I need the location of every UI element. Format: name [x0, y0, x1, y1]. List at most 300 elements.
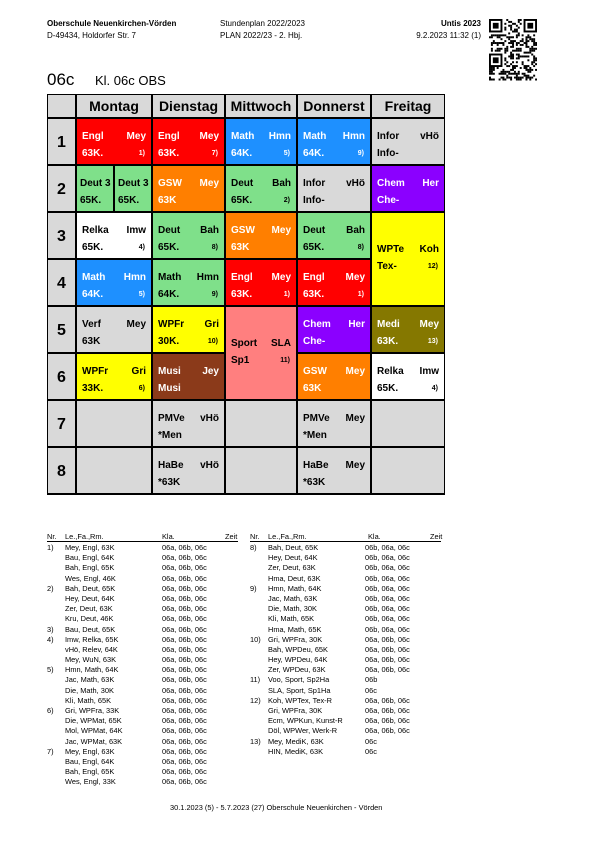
note-row — [47, 655, 242, 665]
lesson-note: 1) — [138, 150, 145, 157]
note-row — [250, 675, 445, 685]
note-classes: 06c — [365, 736, 377, 746]
lesson-teacher: Hmn — [123, 272, 146, 283]
day-header: Freitag — [371, 94, 445, 118]
lesson-room: *63K — [303, 477, 326, 488]
lesson-room: 63K. — [303, 289, 325, 300]
note-classes: 06a, 06b, 06c — [162, 634, 207, 644]
note-teacher: Die, WPMat, 65K — [65, 716, 122, 726]
lesson-room: 63K. — [158, 148, 180, 159]
lesson-cell[interactable] — [152, 400, 225, 447]
lesson-teacher: Mey — [345, 272, 365, 283]
lesson-teacher: vHö — [200, 413, 219, 424]
lesson-subject: Engl — [82, 131, 104, 142]
lesson-cell[interactable] — [76, 118, 152, 165]
note-teacher: Bah, Engl, 65K — [65, 563, 115, 573]
lesson-note: 2) — [283, 197, 290, 204]
note-number: 6) — [47, 706, 54, 715]
note-teacher: Hma, Math, 65K — [268, 624, 322, 634]
lesson-subject: PMVe — [158, 413, 185, 424]
note-number: 7) — [47, 746, 54, 756]
lesson-teacher: Koh — [419, 244, 439, 255]
lesson-teacher: Imw — [126, 225, 146, 236]
period-number: 1 — [47, 118, 76, 165]
lesson-cell[interactable] — [225, 259, 297, 306]
lesson-teacher: Bah — [346, 225, 365, 236]
note-teacher: Die, Math, 30K — [268, 604, 317, 614]
note-row — [250, 625, 445, 635]
lesson-room: *Men — [303, 430, 327, 441]
lesson-cell[interactable] — [76, 353, 152, 400]
note-row — [47, 635, 242, 645]
notes-rule-left — [47, 541, 238, 542]
lesson-cell[interactable] — [371, 353, 445, 400]
note-classes: 06a, 06b, 06c — [162, 695, 207, 705]
note-row — [47, 553, 242, 563]
empty-slot — [371, 400, 445, 447]
lesson-cell[interactable] — [297, 118, 371, 165]
day-header: Mittwoch — [225, 94, 297, 118]
note-number: 11) — [250, 675, 261, 685]
lesson-note: 1) — [357, 291, 364, 298]
note-row — [47, 645, 242, 655]
lesson-cell[interactable] — [76, 212, 152, 259]
lesson-subject: Relka — [377, 366, 404, 377]
note-classes: 06a, 06b, 06c — [365, 695, 410, 705]
lesson-cell[interactable] — [76, 306, 152, 353]
lesson-subject: GSW — [231, 225, 255, 236]
empty-slot — [76, 447, 152, 494]
note-row — [250, 614, 445, 624]
notes-header-teacher: Le.,Fa.,Rm. — [268, 532, 307, 541]
note-row — [47, 574, 242, 584]
period-number: 4 — [47, 259, 76, 306]
note-row — [47, 726, 242, 736]
note-row — [250, 747, 445, 757]
lesson-room: 33K. — [82, 383, 104, 394]
lesson-teacher: vHö — [200, 460, 219, 471]
lesson-cell[interactable] — [371, 118, 445, 165]
lesson-room: 65K. — [231, 195, 253, 206]
lesson-subject: Deut — [231, 178, 254, 189]
lesson-subject: Math — [82, 272, 106, 283]
note-teacher: Gri, WPFra, 30K — [268, 634, 323, 644]
day-header: Dienstag — [152, 94, 225, 118]
lesson-cell[interactable] — [297, 353, 371, 400]
lesson-teacher: Mey — [345, 413, 365, 424]
note-row — [47, 594, 242, 604]
lesson-cell[interactable] — [225, 212, 297, 259]
note-teacher: SLA, Sport, Sp1Ha — [268, 685, 331, 695]
note-teacher: Mey, WuN, 63K — [65, 655, 117, 665]
lesson-subject: WPFr — [82, 366, 109, 377]
app-name: Untis 2023 — [440, 19, 481, 28]
note-classes: 06a, 06b, 06c — [162, 543, 207, 552]
notes-header-left — [47, 532, 238, 541]
note-teacher: HIN, MediK, 63K — [268, 746, 324, 756]
notes-header-teacher: Le.,Fa.,Rm. — [65, 532, 104, 541]
qr-code-icon — [489, 19, 537, 81]
lesson-cell[interactable] — [152, 353, 225, 400]
lesson-subject: Engl — [231, 272, 253, 283]
lesson-teacher: Mey — [126, 131, 146, 142]
note-teacher: Kli, Math, 65K — [268, 614, 315, 624]
lesson-room: 64K. — [303, 148, 325, 159]
lesson-cell[interactable] — [225, 306, 297, 400]
lesson-teacher: Mey — [271, 272, 291, 283]
note-row — [47, 584, 242, 594]
note-classes: 06a, 06b, 06c — [162, 593, 207, 603]
note-teacher: Kru, Deut, 46K — [65, 614, 114, 624]
notes-rule-right — [250, 541, 441, 542]
notes-header-time: Zeit — [225, 532, 238, 541]
note-teacher: Wes, Engl, 33K — [65, 777, 116, 787]
note-row — [47, 737, 242, 747]
lesson-teacher: Mey — [199, 131, 219, 142]
note-teacher: Jac, WPMat, 63K — [65, 736, 123, 746]
note-row — [47, 604, 242, 614]
school-address: D-49434, Holdorfer Str. 7 — [47, 31, 136, 40]
lesson-room: *63K — [158, 477, 181, 488]
note-row — [47, 757, 242, 767]
lesson-cell[interactable] — [371, 306, 445, 353]
note-number: 8) — [250, 543, 257, 552]
empty-slot — [371, 447, 445, 494]
lesson-room: 65K. — [303, 242, 325, 253]
note-classes: 06a, 06b, 06c — [162, 624, 207, 634]
period-number: 5 — [47, 306, 76, 353]
note-classes: 06c — [365, 746, 377, 756]
notes-list-right — [250, 543, 445, 757]
note-row — [250, 716, 445, 726]
lesson-cell[interactable] — [297, 306, 371, 353]
note-teacher: Bau, Engl, 64K — [65, 553, 115, 563]
lesson-cell[interactable] — [152, 259, 225, 306]
lesson-cell[interactable] — [76, 259, 152, 306]
lesson-cell[interactable] — [225, 118, 297, 165]
note-classes: 06a, 06b, 06c — [162, 604, 207, 614]
note-number: 13) — [250, 736, 261, 746]
period-number: 8 — [47, 447, 76, 494]
lesson-cell[interactable] — [152, 118, 225, 165]
class-name: Kl. 06c OBS — [95, 73, 166, 88]
note-row — [47, 686, 242, 696]
note-row — [250, 665, 445, 675]
note-teacher: Voo, Sport, Sp2Ha — [268, 675, 330, 685]
note-teacher: Die, Math, 30K — [65, 685, 114, 695]
lesson-note: 13) — [427, 338, 438, 345]
lesson-subject: Chem — [377, 178, 405, 189]
note-teacher: Koh, WPTex, Tex-R — [268, 695, 332, 705]
note-row — [250, 584, 445, 594]
lesson-subject: Math — [231, 131, 255, 142]
grid-corner — [47, 94, 76, 118]
note-classes: 06b, 06a, 06c — [365, 614, 410, 624]
lesson-room: 30K. — [158, 336, 180, 347]
lesson-cell[interactable] — [371, 165, 445, 212]
note-teacher: Döl, WPWer, Werk-R — [268, 726, 338, 736]
lesson-subject: Medi — [377, 319, 400, 330]
notes-header-nr: Nr. — [250, 532, 260, 541]
empty-slot — [225, 400, 297, 447]
lesson-subject: Deut 3 — [118, 178, 149, 189]
note-teacher: Hma, Deut, 63K — [268, 573, 321, 583]
note-row — [250, 706, 445, 716]
note-classes: 06a, 06b, 06c — [162, 675, 207, 685]
note-classes: 06a, 06b, 06c — [162, 777, 207, 787]
note-classes: 06b, 06a, 06c — [365, 573, 410, 583]
lesson-room: 63K — [158, 195, 177, 206]
note-number: 10) — [250, 634, 261, 644]
lesson-teacher: Mey — [419, 319, 439, 330]
lesson-teacher: Gri — [204, 319, 219, 330]
lesson-room: Sp1 — [231, 355, 250, 366]
lesson-note: 12) — [427, 263, 438, 270]
note-classes: 06a, 06b, 06c — [162, 716, 207, 726]
note-teacher: Mol, WPMat, 64K — [65, 726, 123, 736]
lesson-teacher: Mey — [199, 178, 219, 189]
lesson-room: 63K. — [377, 336, 399, 347]
note-row — [47, 543, 242, 553]
note-classes: 06a, 06b, 06c — [162, 726, 207, 736]
note-number: 9) — [250, 583, 257, 593]
note-number: 5) — [47, 665, 54, 675]
note-classes: 06b — [365, 675, 378, 685]
notes-header-right — [250, 532, 443, 541]
lesson-note: 1) — [283, 291, 290, 298]
note-teacher: Hmn, Math, 64K — [268, 583, 322, 593]
lesson-room: 65K. — [80, 195, 102, 206]
note-classes: 06a, 06b, 06c — [162, 563, 207, 573]
note-row — [250, 563, 445, 573]
note-classes: 06a, 06b, 06c — [365, 644, 410, 654]
lesson-cell[interactable] — [297, 212, 371, 259]
note-teacher: Hey, WPDeu, 64K — [268, 655, 328, 665]
note-teacher: Zer, Deut, 63K — [268, 563, 316, 573]
lesson-room: 63K. — [82, 148, 104, 159]
lesson-subject: PMVe — [303, 413, 330, 424]
note-classes: 06a, 06b, 06c — [162, 746, 207, 756]
notes-header-time: Zeit — [430, 532, 443, 541]
note-teacher: Jac, Math, 63K — [268, 593, 318, 603]
note-number: 4) — [47, 634, 54, 644]
lesson-cell[interactable] — [297, 165, 371, 212]
lesson-cell[interactable] — [297, 447, 371, 494]
note-classes: 06a, 06b, 06c — [162, 553, 207, 563]
lesson-subject: HaBe — [158, 460, 184, 471]
lesson-subject: Math — [303, 131, 327, 142]
lesson-subject: Infor — [303, 178, 326, 189]
lesson-note: 9) — [211, 291, 218, 298]
lesson-cell[interactable] — [152, 165, 225, 212]
lesson-cell[interactable] — [152, 306, 225, 353]
note-classes: 06a, 06b, 06c — [162, 665, 207, 675]
lesson-note: 5) — [283, 150, 290, 157]
note-classes: 06a, 06b, 06c — [162, 655, 207, 665]
note-row — [47, 696, 242, 706]
note-row — [47, 625, 242, 635]
lesson-teacher: Mey — [126, 319, 146, 330]
note-classes: 06a, 06b, 06c — [365, 665, 410, 675]
note-number: 3) — [47, 624, 54, 634]
lesson-room: *Men — [158, 430, 182, 441]
lesson-note: 4) — [431, 385, 438, 392]
lesson-note: 5) — [138, 291, 145, 298]
note-classes: 06c — [365, 685, 377, 695]
note-classes: 06a, 06b, 06c — [162, 573, 207, 583]
note-classes: 06a, 06b, 06c — [365, 634, 410, 644]
note-classes: 06a, 06b, 06c — [365, 706, 410, 715]
lesson-room: Tex- — [377, 261, 397, 272]
lesson-teacher: Mey — [345, 460, 365, 471]
note-classes: 06a, 06b, 06c — [162, 685, 207, 695]
note-classes: 06a, 06b, 06c — [162, 644, 207, 654]
footer-validity: 30.1.2023 (5) - 5.7.2023 (27) Oberschule Neuenkirchen - Vörden — [170, 803, 383, 812]
note-classes: 06a, 06b, 06c — [162, 614, 207, 624]
note-classes: 06b, 06a, 06c — [365, 604, 410, 614]
lesson-cell[interactable] — [152, 447, 225, 494]
day-header: Montag — [76, 94, 152, 118]
lesson-teacher: Mey — [271, 225, 291, 236]
note-row — [250, 686, 445, 696]
lesson-subject: GSW — [303, 366, 327, 377]
lesson-teacher: Her — [422, 178, 439, 189]
lesson-room: 65K. — [82, 242, 104, 253]
note-teacher: Mey, MediK, 63K — [268, 736, 324, 746]
lesson-cell[interactable] — [297, 400, 371, 447]
note-classes: 06b, 06a, 06c — [365, 563, 410, 573]
note-classes: 06b, 06a, 06c — [365, 543, 410, 552]
note-classes: 06a, 06b, 06c — [365, 655, 410, 665]
lesson-note: 10) — [207, 338, 218, 345]
note-row — [47, 716, 242, 726]
note-row — [250, 635, 445, 645]
note-teacher: Gri, WPFra, 30K — [268, 706, 323, 715]
note-teacher: Imw, Relka, 65K — [65, 634, 119, 644]
lesson-teacher: Hmn — [268, 131, 291, 142]
note-row — [47, 563, 242, 573]
note-row — [250, 543, 445, 553]
lesson-subject: Deut — [303, 225, 326, 236]
note-teacher: Mey, Engl, 63K — [65, 746, 115, 756]
note-classes: 06b, 06a, 06c — [365, 553, 410, 563]
print-datetime: 9.2.2023 11:32 (1) — [416, 31, 481, 40]
lesson-teacher: Imw — [419, 366, 439, 377]
note-row — [250, 655, 445, 665]
lesson-teacher: vHö — [346, 178, 365, 189]
note-number: 2) — [47, 583, 54, 593]
note-row — [47, 747, 242, 757]
lesson-subject: Engl — [158, 131, 180, 142]
notes-header-classes: Kla. — [162, 532, 175, 541]
lesson-teacher: Mey — [345, 366, 365, 377]
period-number: 2 — [47, 165, 76, 212]
lesson-room: 63K — [82, 336, 101, 347]
plan-title: Stundenplan 2022/2023 — [220, 19, 305, 28]
lesson-note: 11) — [280, 357, 290, 364]
lesson-note: 8) — [357, 244, 364, 251]
note-teacher: Bah, Deut, 65K — [268, 543, 319, 552]
lesson-subject: Deut — [158, 225, 181, 236]
note-classes: 06a, 06b, 06c — [162, 756, 207, 766]
note-row — [250, 726, 445, 736]
note-teacher: Zer, Deut, 63K — [65, 604, 113, 614]
lesson-teacher: Her — [348, 319, 365, 330]
lesson-teacher: Gri — [131, 366, 146, 377]
lesson-room: Che- — [303, 336, 326, 347]
period-number: 3 — [47, 212, 76, 259]
lesson-note: 7) — [211, 150, 218, 157]
lesson-subject: Engl — [303, 272, 325, 283]
class-code: 06c — [47, 70, 75, 89]
lesson-subject: Sport — [231, 338, 258, 349]
lesson-note: 8) — [211, 244, 218, 251]
note-row — [47, 777, 242, 787]
timetable-grid — [47, 94, 445, 495]
lesson-room: 63K. — [231, 289, 253, 300]
note-classes: 06a, 06b, 06c — [162, 736, 207, 746]
lesson-subject: Verf — [82, 319, 101, 330]
note-teacher: Hmn, Math, 64K — [65, 665, 119, 675]
lesson-subject: Infor — [377, 131, 400, 142]
lesson-subject: Chem — [303, 319, 331, 330]
note-teacher: Bah, Engl, 65K — [65, 767, 115, 777]
note-teacher: Bau, Deut, 65K — [65, 624, 116, 634]
lesson-teacher: Bah — [200, 225, 219, 236]
note-classes: 06a, 06b, 06c — [162, 706, 207, 715]
note-teacher: Wes, Engl, 46K — [65, 573, 116, 583]
lesson-teacher: Bah — [272, 178, 291, 189]
note-row — [47, 614, 242, 624]
lesson-subject: WPFr — [158, 319, 185, 330]
lesson-teacher: Jey — [202, 366, 219, 377]
lesson-subject: WPTe — [377, 244, 405, 255]
lesson-cell[interactable] — [114, 165, 152, 212]
note-row — [250, 594, 445, 604]
note-row — [250, 645, 445, 655]
school-name: Oberschule Neuenkirchen-Vörden — [47, 19, 177, 28]
note-row — [250, 696, 445, 706]
note-teacher: Ecm, WPKun, Kunst-R — [268, 716, 343, 726]
note-row — [47, 767, 242, 777]
lesson-room: 63K — [231, 242, 250, 253]
lesson-cell[interactable] — [371, 212, 445, 306]
lesson-room: 65K. — [118, 195, 140, 206]
notes-header-classes: Kla. — [368, 532, 381, 541]
lesson-cell[interactable] — [152, 212, 225, 259]
lesson-cell[interactable] — [225, 165, 297, 212]
lesson-subject: GSW — [158, 178, 182, 189]
lesson-room: 63K — [303, 383, 322, 394]
lesson-room: 64K. — [231, 148, 253, 159]
note-teacher: Mey, Engl, 63K — [65, 543, 115, 552]
period-number: 6 — [47, 353, 76, 400]
note-row — [47, 706, 242, 716]
note-classes: 06b, 06a, 06c — [365, 624, 410, 634]
lesson-room: 65K. — [158, 242, 180, 253]
lesson-room: Info- — [303, 195, 325, 206]
note-teacher: Jac, Math, 63K — [65, 675, 115, 685]
note-teacher: Hey, Deut, 64K — [268, 553, 318, 563]
note-classes: 06b, 06a, 06c — [365, 583, 410, 593]
note-classes: 06b, 06a, 06c — [365, 593, 410, 603]
lesson-cell[interactable] — [76, 165, 114, 212]
lesson-subject: Deut 3 — [80, 178, 111, 189]
empty-slot — [76, 400, 152, 447]
lesson-subject: Math — [158, 272, 182, 283]
lesson-cell[interactable] — [297, 259, 371, 306]
note-teacher: Bah, WPDeu, 65K — [268, 644, 328, 654]
